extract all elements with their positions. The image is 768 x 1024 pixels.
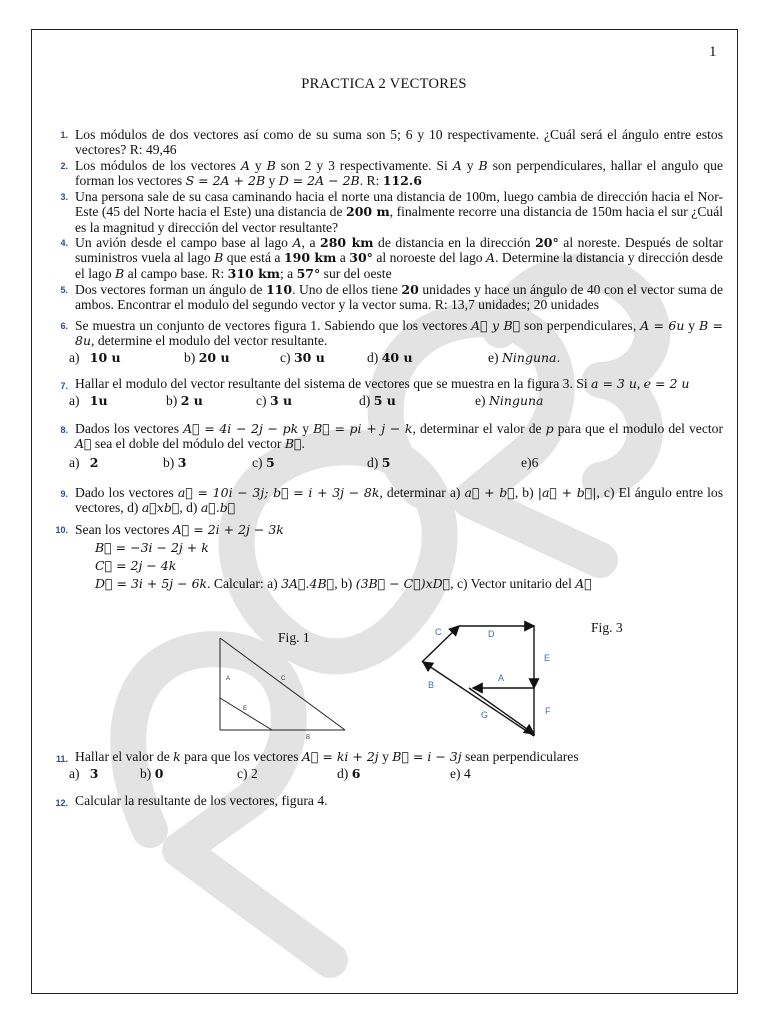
fig3-diagram <box>415 618 565 740</box>
fig3-label-g: G <box>481 710 489 720</box>
item-number-4: 4. <box>60 238 68 248</box>
option-b: b) 20 u <box>184 350 230 365</box>
option-a: a) 3 <box>69 766 99 781</box>
question-2: Los módulos de los vectores A y B son 2 y 3 respectivamente. Si A y B son perpendiculares, hallar el angulo que forman los vectores S = 2A + 2B y D = 2A − 2B. R: 112.6 <box>75 158 724 189</box>
fig3-label-d: D <box>488 629 495 639</box>
option-b: b) 2 u <box>166 393 203 408</box>
fig3-vector-b <box>423 662 534 736</box>
item-number-11: 11. <box>55 754 68 764</box>
option-e: e) Ninguna. <box>488 350 561 365</box>
option-d: d) 5 u <box>359 393 396 408</box>
fig1-diagram <box>210 630 355 745</box>
option-a: a) 1u <box>69 393 108 408</box>
option-a: a) 10 u <box>69 350 121 365</box>
question-9: Dado los vectores a⃗ = 10i − 3j; b⃗ = i + 3j − 8k, determinar a) a⃗ + b⃗, b) |a⃗ + b⃗|, c) El ángulo entre los vectores, d) a⃗xb⃗, d) a⃗.b⃗ <box>75 485 723 516</box>
question-3: Una persona sale de su casa caminando hacia el norte una distancia de 100m, luego cambia de dirección hacia el Nor-Este (45 del Norte hacia el Este) una distancia de 200 m, finalmente recorre una distancia de 150m hacia el sur ¿Cuál es la magnitud y dirección del vector resultante? <box>75 189 724 235</box>
option-c: c) 2 <box>237 766 258 781</box>
option-d: d) 5 <box>367 455 391 470</box>
question-7: Hallar el modulo del vector resultante del sistema de vectores que se muestra en la figura 3. Si a = 3 u, e = 2 u <box>75 376 690 391</box>
page-number: 1 <box>709 44 717 60</box>
fig3-label-e: E <box>544 653 551 663</box>
item-number-9: 9. <box>60 489 68 499</box>
item-number-3: 3. <box>60 192 68 202</box>
fig3-label-c: C <box>435 627 442 637</box>
option-e: e)6 <box>521 455 539 470</box>
option-b: b) 0 <box>140 766 164 781</box>
fig1-vector-c <box>220 638 345 730</box>
item-number-10: 10. <box>55 525 68 535</box>
question-4: Un avión desde el campo base al lago A, a 280 km de distancia en la dirección 20° al noreste. Después de soltar suministros vuela al lago B que está a 190 km a 30° al noroeste del lago A. Determine la distancia y dirección desde el lago B al campo base. R: 310 km; a 57° sur del oeste <box>75 235 724 281</box>
fig3-label-b: B <box>428 680 435 690</box>
option-e: e) 4 <box>450 766 471 781</box>
page-title: PRACTICA 2 VECTORES <box>301 76 467 92</box>
question-6: Se muestra un conjunto de vectores figura 1. Sabiendo que los vectores A⃗ y B⃗ son perpendiculares, A = 6u y B = 8u, determine el modulo del vector resultante. <box>75 318 724 349</box>
question-11: Hallar el valor de k para que los vectores A⃗ = ki + 2j y B⃗ = i − 3j sean perpendiculares <box>75 749 579 764</box>
fig1-label-a: A <box>226 676 231 682</box>
item-number-6: 6. <box>60 321 68 331</box>
option-d: d) 40 u <box>367 350 413 365</box>
question-5: Dos vectores forman un ángulo de 110. Uno de ellos tiene 20 unidades y hace un ángulo de 40 con el vector suma de ambos. Encontrar el modulo del segundo vector y la vector suma. R: 13,7 unidades; 20 unidades <box>75 282 723 313</box>
item-number-2: 2. <box>60 161 68 171</box>
fig1-label-c: C <box>281 676 286 682</box>
question-10: Sean los vectores A⃗ = 2i + 2j − 3k B⃗ = −3i − 2j + k C⃗ = 2j − 4k D⃗ = 3i + 5j − 6k. Calcular: a) 3A⃗.4B⃗, b) (3B⃗ − C⃗)xD⃗, c) Vector unitario del A⃗ <box>75 522 592 591</box>
option-d: d) 6 <box>337 766 361 781</box>
question-12: Calcular la resultante de los vectores, figura 4. <box>75 793 328 808</box>
option-b: b) 3 <box>163 455 187 470</box>
option-a: a) 2 <box>69 455 99 470</box>
item-number-7: 7. <box>60 381 68 391</box>
item-number-12: 12. <box>55 798 68 808</box>
fig3-label-f: F <box>545 706 551 716</box>
option-c: c) 5 <box>252 455 275 470</box>
fig1-vector-e <box>220 698 272 730</box>
option-c: c) 3 u <box>256 393 293 408</box>
item-number-1: 1. <box>60 130 68 140</box>
fig3-vector-g <box>469 688 534 734</box>
fig3-label-a: A <box>498 673 505 683</box>
fig1-label-e: E <box>243 706 248 712</box>
item-number-8: 8. <box>60 425 68 435</box>
fig1-caption: Fig. 1 <box>278 630 310 645</box>
option-e: e) Ninguna <box>475 393 544 408</box>
fig3-caption: Fig. 3 <box>591 620 623 635</box>
fig1-label-b: B <box>306 735 311 741</box>
option-c: c) 30 u <box>280 350 325 365</box>
item-number-5: 5. <box>60 285 68 295</box>
question-8: Dados los vectores A⃗ = 4i − 2j − pk y B⃗ = pi + j − k, determinar el valor de p para que el modulo del vector A⃗ sea el doble del módulo del vector B⃗. <box>75 421 723 452</box>
question-1: Los módulos de dos vectores así como de su suma son 5; 6 y 10 respectivamente. ¿Cuál será el ángulo entre estos vectores? R: 49,46 <box>75 127 723 158</box>
